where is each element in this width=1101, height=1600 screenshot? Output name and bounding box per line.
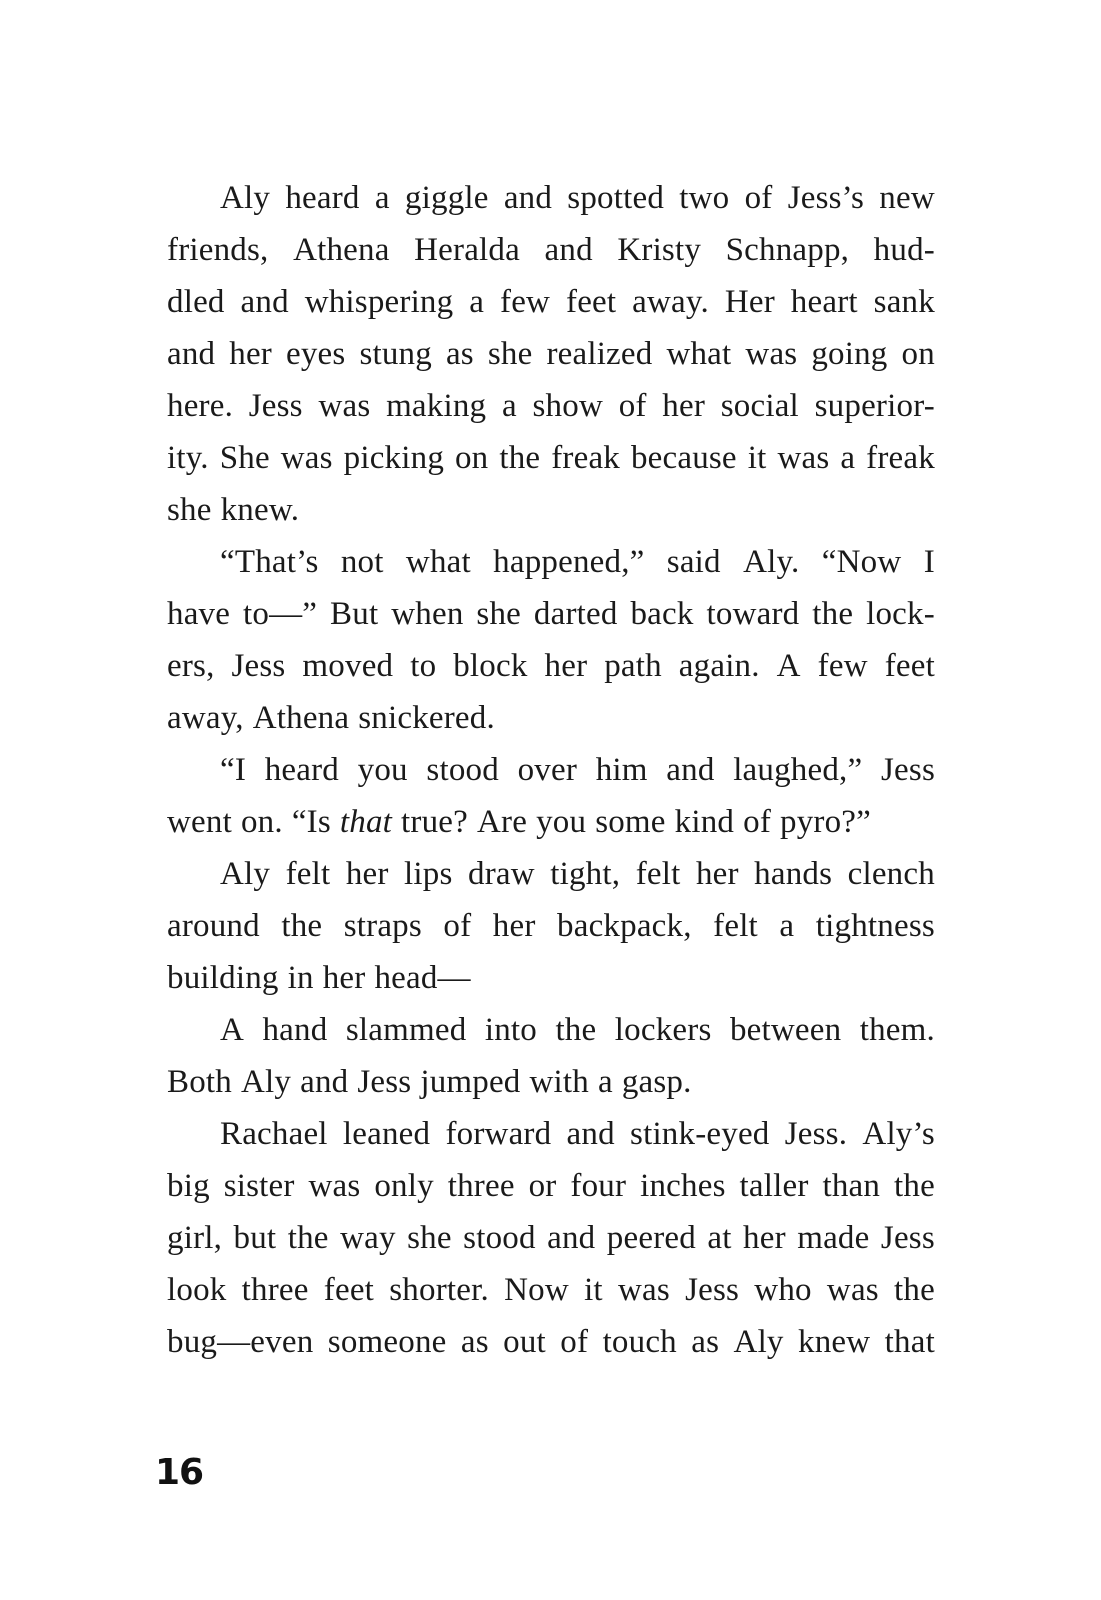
word: I <box>923 544 935 580</box>
word: straps <box>343 908 422 944</box>
word: ers, <box>167 648 215 684</box>
word: taller <box>739 1168 809 1204</box>
word: said <box>666 544 721 580</box>
word: Rachael <box>220 1116 328 1152</box>
text-line <box>167 432 935 484</box>
word: you <box>536 804 587 840</box>
word: on <box>454 440 489 476</box>
word: A <box>776 648 801 684</box>
word: going <box>811 336 888 372</box>
word: knew <box>798 1324 871 1360</box>
text-line <box>167 1004 935 1056</box>
word: as <box>691 1324 720 1360</box>
text-line <box>167 692 935 744</box>
word: it <box>584 1272 603 1308</box>
word: was <box>777 440 830 476</box>
word: eyes <box>286 336 346 372</box>
word: shorter. <box>389 1272 489 1308</box>
body-text <box>167 172 935 1368</box>
text-line <box>167 588 935 640</box>
word: Jess <box>881 752 935 788</box>
word: Jess <box>231 648 286 684</box>
word: her <box>229 336 272 372</box>
word: girl, <box>167 1220 223 1256</box>
word: around <box>167 908 260 944</box>
word: between <box>729 1012 842 1048</box>
word: clench <box>847 856 935 892</box>
text-line <box>167 848 935 900</box>
text-line <box>167 276 935 328</box>
word: Jess <box>880 1220 935 1256</box>
word: what <box>666 336 732 372</box>
word: and <box>503 180 553 216</box>
word: the <box>281 908 323 944</box>
word: at <box>707 1220 732 1256</box>
word: Kristy <box>617 232 702 268</box>
word: back <box>630 596 694 632</box>
word: she <box>476 596 522 632</box>
word: tightness <box>815 908 935 944</box>
word: as <box>445 336 474 372</box>
word: her <box>695 856 739 892</box>
word: someone <box>327 1324 447 1360</box>
word: hand <box>262 1012 328 1048</box>
word: tight, <box>550 856 621 892</box>
word: few <box>817 648 868 684</box>
word: show <box>532 388 603 424</box>
word: touch <box>602 1324 677 1360</box>
text-line <box>167 536 935 588</box>
word: heard <box>264 752 339 788</box>
word: away. <box>632 284 709 320</box>
word: knew. <box>220 492 300 528</box>
word: that <box>339 804 393 840</box>
word: realized <box>546 336 653 372</box>
word: and <box>547 1220 596 1256</box>
word: she <box>487 336 533 372</box>
word: ity. <box>167 440 209 476</box>
word: Jess’s <box>787 180 865 216</box>
text-line <box>167 224 935 276</box>
word: that <box>884 1324 935 1360</box>
word: again. <box>678 648 760 684</box>
word: a <box>374 180 390 216</box>
word: sister <box>223 1168 295 1204</box>
word: the <box>894 1168 935 1204</box>
word: was <box>280 440 333 476</box>
word: three <box>241 1272 309 1308</box>
word: Aly’s <box>862 1116 935 1152</box>
word: she <box>407 1220 452 1256</box>
text-line <box>167 380 935 432</box>
word: path <box>604 648 662 684</box>
word: Her <box>724 284 775 320</box>
word: Jess <box>357 1064 412 1100</box>
word: darted <box>533 596 618 632</box>
word: freak <box>551 440 620 476</box>
word: or <box>528 1168 557 1204</box>
text-line <box>167 1316 935 1368</box>
word: her <box>345 856 389 892</box>
word: Aly <box>220 856 271 892</box>
word: stung <box>359 336 432 372</box>
word: in <box>287 960 314 996</box>
text-line <box>167 1264 935 1316</box>
word: and <box>544 232 593 268</box>
word: and <box>240 284 289 320</box>
word: felt <box>635 856 681 892</box>
word: A <box>220 1012 245 1048</box>
word: as <box>460 1324 489 1360</box>
word: into <box>484 1012 537 1048</box>
text-line <box>167 1056 935 1108</box>
word: the <box>287 1220 329 1256</box>
word: them. <box>859 1012 935 1048</box>
word: social <box>720 388 799 424</box>
word: she <box>167 492 212 528</box>
word: than <box>822 1168 881 1204</box>
word: Athena <box>252 700 350 736</box>
word: made <box>797 1220 870 1256</box>
text-line <box>167 952 935 1004</box>
page-number: 16 <box>155 1452 204 1493</box>
text-line <box>167 1108 935 1160</box>
word: “That’s <box>220 544 319 580</box>
word: to—” <box>243 596 318 632</box>
text-line <box>167 172 935 224</box>
word: who <box>754 1272 812 1308</box>
word: a <box>597 1064 613 1100</box>
text-line <box>167 900 935 952</box>
word: on. <box>240 804 283 840</box>
word: forward <box>445 1116 552 1152</box>
word: making <box>386 388 487 424</box>
word: the <box>499 440 541 476</box>
word: because <box>630 440 737 476</box>
word: when <box>391 596 464 632</box>
word: a <box>840 440 856 476</box>
word: kind <box>674 804 735 840</box>
word: building <box>167 960 279 996</box>
word: stood <box>426 752 499 788</box>
word: of <box>443 908 472 944</box>
text-line <box>167 1160 935 1212</box>
word: her <box>492 908 536 944</box>
word: But <box>330 596 379 632</box>
word: out <box>503 1324 546 1360</box>
word: Schnapp, <box>725 232 850 268</box>
word: to <box>410 648 437 684</box>
word: was <box>745 336 798 372</box>
word: what <box>405 544 471 580</box>
word: hands <box>754 856 833 892</box>
word: moved <box>302 648 394 684</box>
word: a <box>779 908 795 944</box>
word: you <box>357 752 408 788</box>
word: of <box>618 388 647 424</box>
word: her <box>322 960 366 996</box>
word: friends, <box>167 232 269 268</box>
word: head— <box>374 960 471 996</box>
word: laughed,” <box>733 752 863 788</box>
word: a <box>469 284 485 320</box>
word: the <box>894 1272 935 1308</box>
word: hud- <box>873 232 935 268</box>
word: superior- <box>814 388 935 424</box>
word: stood <box>463 1220 536 1256</box>
word: giggle <box>404 180 489 216</box>
text-line <box>167 1212 935 1264</box>
word: heard <box>285 180 360 216</box>
word: whispering <box>304 284 454 320</box>
word: felt <box>713 908 758 944</box>
word: two <box>679 180 730 216</box>
word: feet <box>566 284 617 320</box>
word: here. <box>167 388 234 424</box>
word: leaned <box>342 1116 431 1152</box>
word: three <box>447 1168 515 1204</box>
word: have <box>167 596 231 632</box>
word: feet <box>323 1272 375 1308</box>
word: Aly. <box>743 544 800 580</box>
word: block <box>453 648 528 684</box>
word: sank <box>873 284 935 320</box>
word: some <box>595 804 666 840</box>
text-line <box>167 484 935 536</box>
word: Aly <box>240 1064 292 1100</box>
word: of <box>744 180 773 216</box>
word: away, <box>167 700 244 736</box>
word: was <box>318 388 371 424</box>
word: peered <box>606 1220 696 1256</box>
word: lock- <box>866 596 935 632</box>
word: spotted <box>567 180 665 216</box>
word: slammed <box>345 1012 467 1048</box>
word: “Now <box>821 544 902 580</box>
word: on <box>901 336 935 372</box>
word: Jess. <box>784 1116 848 1152</box>
word: lockers <box>614 1012 712 1048</box>
word: jumped <box>420 1064 521 1100</box>
word: a <box>501 388 517 424</box>
text-line <box>167 328 935 380</box>
word: and <box>666 752 715 788</box>
word: new <box>879 180 935 216</box>
word: not <box>340 544 384 580</box>
word: felt <box>285 856 331 892</box>
word: snickered. <box>358 700 495 736</box>
word: Aly <box>733 1324 784 1360</box>
word: picking <box>343 440 445 476</box>
word: Heralda <box>414 232 520 268</box>
text-line <box>167 796 935 848</box>
word: dled <box>167 284 225 320</box>
word: him <box>595 752 648 788</box>
word: lips <box>404 856 453 892</box>
word: her <box>544 648 588 684</box>
word: but <box>233 1220 277 1256</box>
word: freak <box>866 440 935 476</box>
word: of <box>743 804 772 840</box>
word: gasp. <box>621 1064 692 1100</box>
word: Now <box>504 1272 569 1308</box>
word: Are <box>477 804 528 840</box>
word: look <box>167 1272 227 1308</box>
word: few <box>500 284 551 320</box>
text-line <box>167 640 935 692</box>
word: her <box>743 1220 786 1256</box>
text-line <box>167 744 935 796</box>
word: Jess <box>248 388 303 424</box>
word: inches <box>640 1168 726 1204</box>
word: Jess <box>685 1272 740 1308</box>
word: was <box>618 1272 670 1308</box>
word: and <box>167 336 216 372</box>
word: big <box>167 1168 210 1204</box>
word: Aly <box>220 180 271 216</box>
word: the <box>812 596 854 632</box>
word: four <box>570 1168 627 1204</box>
word: with <box>529 1064 589 1100</box>
word: of <box>560 1324 589 1360</box>
word: and <box>566 1116 615 1152</box>
word: way <box>340 1220 396 1256</box>
word: Both <box>167 1064 232 1100</box>
word: it <box>747 440 767 476</box>
word: the <box>555 1012 597 1048</box>
word: stink-eyed <box>630 1116 770 1152</box>
word: draw <box>468 856 535 892</box>
word: true? <box>401 804 468 840</box>
word: heart <box>790 284 858 320</box>
word: was <box>826 1272 879 1308</box>
word: only <box>374 1168 434 1204</box>
word: pyro?” <box>780 804 871 840</box>
word: feet <box>884 648 935 684</box>
word: over <box>517 752 578 788</box>
word: went <box>167 804 232 840</box>
word: “I <box>220 752 247 788</box>
word: was <box>308 1168 361 1204</box>
word: toward <box>706 596 800 632</box>
word: Athena <box>293 232 390 268</box>
word: and <box>300 1064 349 1100</box>
word: backpack, <box>557 908 692 944</box>
word: She <box>219 440 270 476</box>
word: bug—even <box>167 1324 314 1360</box>
word: happened,” <box>493 544 645 580</box>
word: “Is <box>291 804 331 840</box>
word: her <box>662 388 706 424</box>
